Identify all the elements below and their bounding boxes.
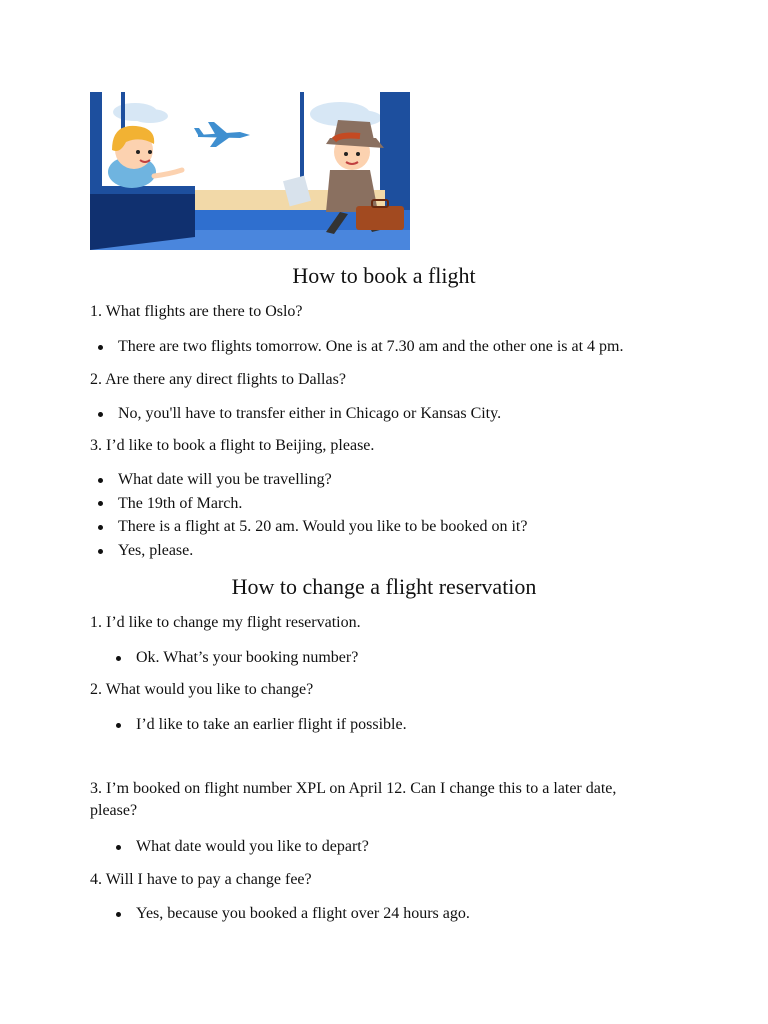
answer-list-beijing	[118, 468, 527, 563]
answer-list-change-fee	[136, 902, 470, 926]
answer-item: What date will you be travelling?	[118, 468, 527, 492]
question-1-change: 1. I’d like to change my flight reservation.	[90, 614, 361, 631]
section-title-change-reservation: How to change a flight reservation	[231, 574, 537, 599]
question-2-what-change: 2. What would you like to change?	[90, 681, 314, 698]
answer-list-dallas	[118, 402, 501, 426]
question-4-change-fee: 4. Will I have to pay a change fee?	[90, 871, 312, 888]
question-2-dallas: 2. Are there any direct flights to Dallas?	[90, 371, 346, 388]
answer-list-later-date	[136, 835, 369, 859]
answer-item: No, you'll have to transfer either in Chicago or Kansas City.	[118, 402, 501, 426]
question-3-later-date	[90, 778, 710, 822]
question-line: please?	[90, 802, 138, 819]
answer-item: Yes, because you booked a flight over 24 hours ago.	[136, 902, 470, 926]
question-3-beijing: 3. I’d like to book a flight to Beijing, please.	[90, 437, 375, 454]
question-1-oslo: 1. What flights are there to Oslo?	[90, 303, 303, 320]
answer-item: What date would you like to depart?	[136, 835, 369, 859]
answer-item: There is a flight at 5. 20 am. Would you like to be booked on it?	[118, 515, 527, 539]
answer-item: Ok. What’s your booking number?	[136, 646, 358, 670]
section-title-book-flight: How to book a flight	[292, 263, 476, 288]
answer-item: The 19th of March.	[118, 492, 527, 516]
flight-booking-illustration	[90, 92, 410, 250]
answer-list-oslo	[118, 335, 624, 359]
answer-item: There are two flights tomorrow. One is at 7.30 am and the other one is at 4 pm.	[118, 335, 624, 359]
answer-item: Yes, please.	[118, 539, 527, 563]
answer-item: I’d like to take an earlier flight if possible.	[136, 713, 407, 737]
answer-list-change	[136, 646, 358, 670]
answer-list-what-change	[136, 713, 407, 737]
question-line: 3. I’m booked on flight number XPL on April 12. Can I change this to a later date,	[90, 780, 617, 797]
